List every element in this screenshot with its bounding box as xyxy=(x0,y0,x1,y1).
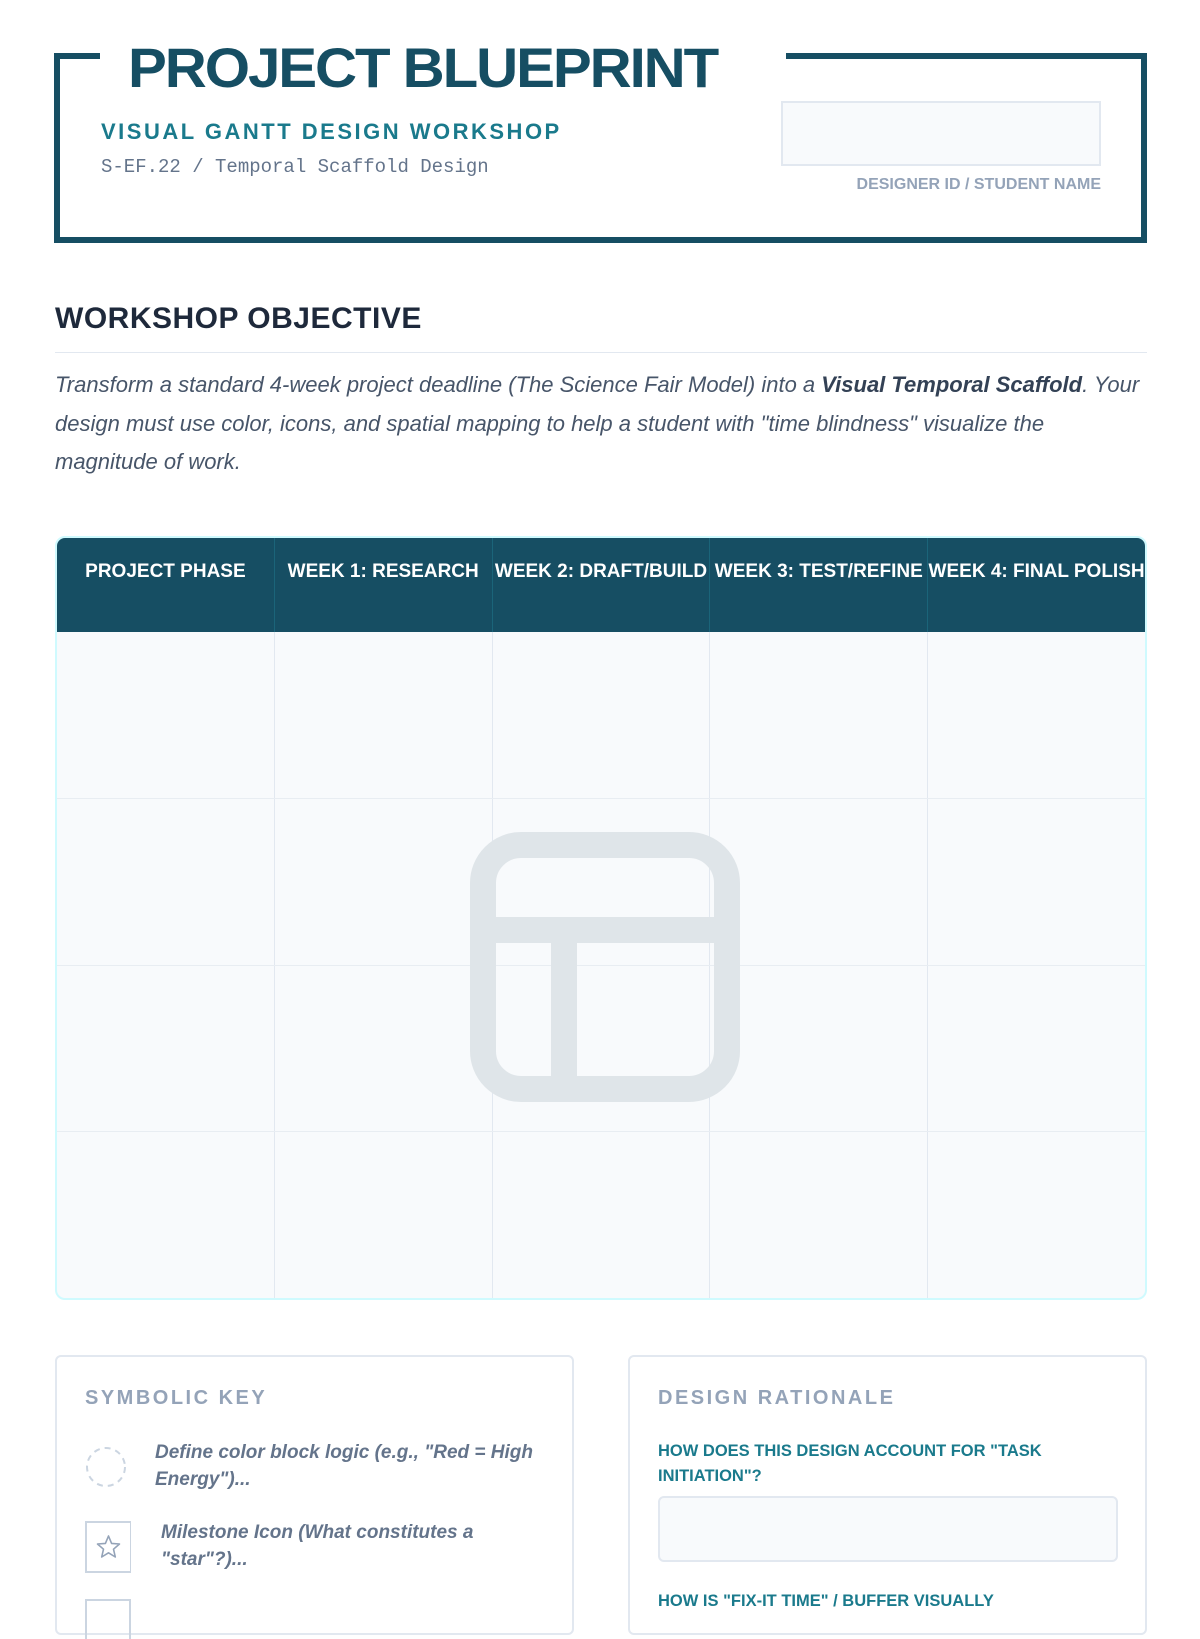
objective-heading: WORKSHOP OBJECTIVE xyxy=(55,302,422,335)
workshop-subtitle: VISUAL GANTT DESIGN WORKSHOP xyxy=(101,119,562,144)
gantt-cell[interactable] xyxy=(274,1132,492,1298)
column-header-week-4: WEEK 4: FINAL POLISH xyxy=(927,538,1145,632)
objective-text-lead: Transform a standard 4-week project deadline (The Science Fair Model) into a xyxy=(55,372,822,397)
objective-divider xyxy=(55,352,1147,353)
designer-id-label: DESIGNER ID / STUDENT NAME xyxy=(856,176,1101,193)
gantt-cell[interactable] xyxy=(57,799,274,965)
objective-text-tail: . Your design must use color, icons, and spatial mapping to help a student with "time blindness" visualize the magnitude of work. xyxy=(55,372,1140,474)
rationale-question: HOW IS "FIX-IT TIME" / BUFFER VISUALLY xyxy=(658,1592,994,1610)
gantt-cell[interactable] xyxy=(709,1132,927,1298)
gantt-cell[interactable] xyxy=(709,966,927,1132)
page-title: PROJECT BLUEPRINT xyxy=(128,36,718,99)
course-code: S-EF.22 / Temporal Scaffold Design xyxy=(101,156,489,178)
key-item-text: Milestone Icon (What constitutes a "star"?)... xyxy=(161,1522,474,1570)
gantt-cell[interactable] xyxy=(57,632,274,798)
gantt-header-row xyxy=(57,538,1145,632)
column-header-week-3: WEEK 3: TEST/REFINE xyxy=(709,538,927,632)
column-header-phase: PROJECT PHASE xyxy=(85,561,246,582)
gantt-cell[interactable] xyxy=(927,966,1145,1132)
gantt-cell[interactable] xyxy=(927,632,1145,798)
rationale-answer-field[interactable] xyxy=(658,1496,1118,1562)
gantt-cell[interactable] xyxy=(57,966,274,1132)
key-item[interactable] xyxy=(85,1439,535,1493)
key-item-icon-partial xyxy=(85,1599,131,1639)
gantt-cell[interactable] xyxy=(927,799,1145,965)
gantt-cell[interactable] xyxy=(274,966,492,1132)
key-item-text: Define color block logic (e.g., "Red = High Energy")... xyxy=(155,1442,533,1490)
column-header-week-1: WEEK 1: RESEARCH xyxy=(274,538,492,632)
design-rationale-card xyxy=(628,1355,1147,1635)
key-item[interactable] xyxy=(85,1519,541,1573)
gantt-row xyxy=(57,1131,1145,1298)
objective-text-emphasis: Visual Temporal Scaffold xyxy=(821,372,1083,397)
dashed-circle-icon xyxy=(85,1439,129,1493)
objective-text xyxy=(55,366,1145,482)
gantt-body xyxy=(57,632,1145,1298)
symbolic-key-title: SYMBOLIC KEY xyxy=(85,1387,268,1409)
layout-table-icon xyxy=(470,832,740,1102)
rationale-question: HOW DOES THIS DESIGN ACCOUNT FOR "TASK INITIATION"? xyxy=(658,1442,1042,1485)
gantt-cell[interactable] xyxy=(709,799,927,965)
gantt-cell[interactable] xyxy=(927,1132,1145,1298)
gantt-chart-grid xyxy=(55,536,1147,1300)
gantt-cell[interactable] xyxy=(274,632,492,798)
gantt-cell[interactable] xyxy=(57,1132,274,1298)
column-header-week-2: WEEK 2: DRAFT/BUILD xyxy=(492,538,710,632)
gantt-cell[interactable] xyxy=(492,1132,710,1298)
gantt-cell[interactable] xyxy=(274,799,492,965)
designer-id-field[interactable] xyxy=(781,101,1101,166)
design-rationale-title: DESIGN RATIONALE xyxy=(658,1387,896,1409)
gantt-cell[interactable] xyxy=(709,632,927,798)
star-icon xyxy=(85,1519,131,1573)
gantt-cell[interactable] xyxy=(492,632,710,798)
symbolic-key-card xyxy=(55,1355,574,1635)
gantt-row xyxy=(57,632,1145,798)
